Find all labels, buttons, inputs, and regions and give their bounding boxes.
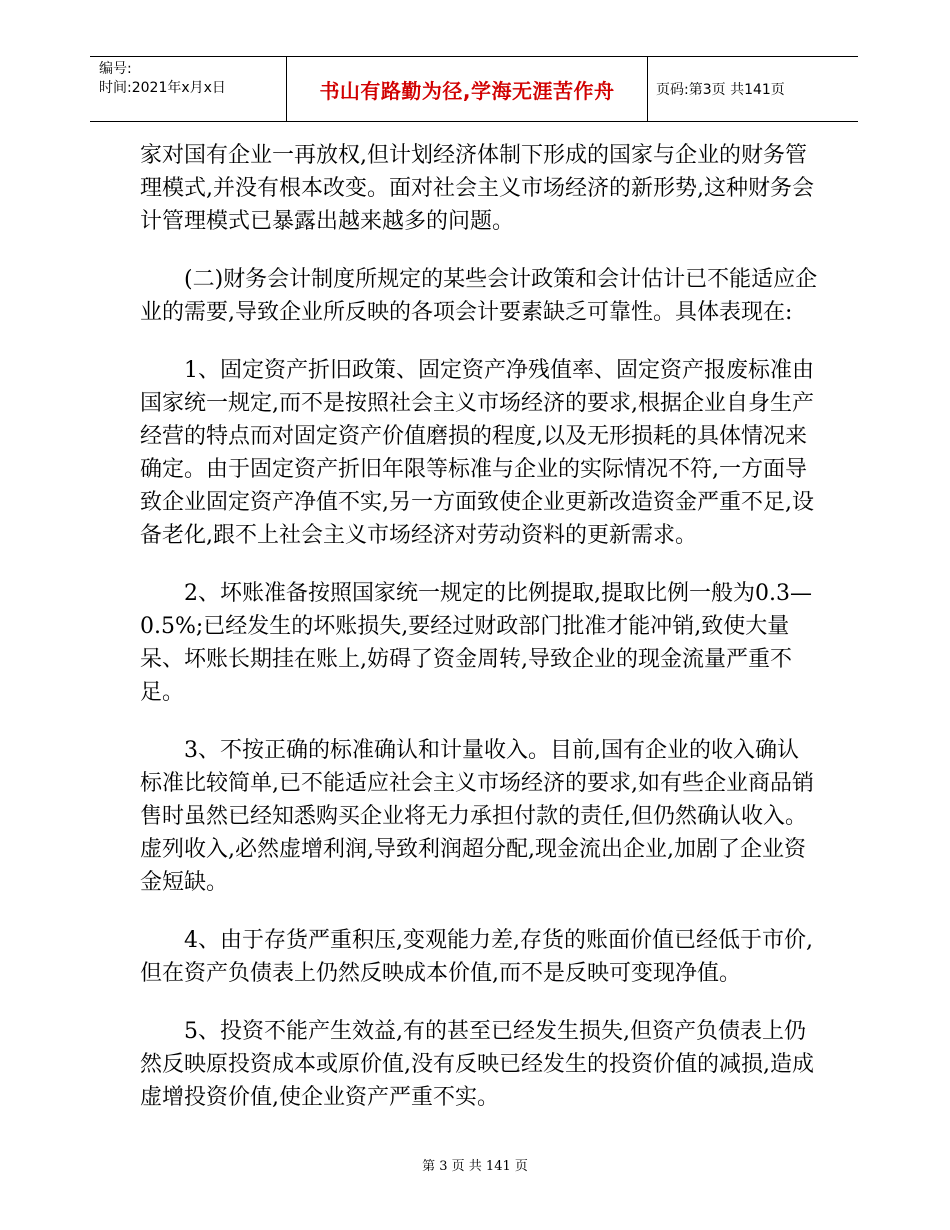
page-header	[90, 56, 858, 122]
paragraph-continuation: 家对国有企业一再放权,但计划经济体制下形成的国家与企业的财务管理模式,并没有根本改变。面对社会主义市场经济的新形势,这种财务会计管理模式已暴露出越来越多的问题。	[140, 143, 814, 234]
header-page-info: 页码:第3页 共141页	[656, 82, 785, 98]
document-time-label: 时间:2021年x月x日	[99, 80, 226, 96]
page-footer: 第 3 页 共 141 页	[422, 1159, 528, 1174]
document-number-label: 编号:	[99, 61, 132, 77]
document-body	[140, 139, 820, 1139]
paragraph-section-2: (二)财务会计制度所规定的某些会计政策和会计估计已不能适应企业的需要,导致企业所反映的各项会计要素缺乏可靠性。具体表现在:	[140, 267, 818, 325]
paragraph-item-1: 1、固定资产折旧政策、固定资产净残值率、固定资产报废标准由国家统一规定,而不是按照社会主义市场经济的要求,根据企业自身生产经营的特点而对固定资产价值磨损的程度,以及无形损耗的具体情况来确定。由于固定资产折旧年限等标准与企业的实际情况不符,一方面导致企业固定资产净值不实,另一方面致使企业更新改造资金严重不足,设备老化,跟不上社会主义市场经济对劳动资料的更新需求。	[140, 358, 814, 548]
header-motto: 书山有路勤为径,学海无涯苦作舟	[286, 57, 648, 121]
paragraph-item-4: 4、由于存货严重积压,变观能力差,存货的账面价值已经低于市价,但在资产负债表上仍然反映成本价值,而不是反映可变现净值。	[140, 928, 813, 986]
paragraph-item-2: 2、坏账准备按照国家统一规定的比例提取,提取比例一般为0.3—0.5%;已经发生的坏账损失,要经过财政部门批准才能冲销,致使大量呆、坏账长期挂在账上,妨碍了资金周转,导致企业的现金流量严重不足。	[140, 581, 812, 705]
paragraph-item-5: 5、投资不能产生效益,有的甚至已经发生损失,但资产负债表上仍然反映原投资成本或原价值,没有反映已经发生的投资价值的减损,造成虚增投资价值,使企业资产严重不实。	[140, 1019, 814, 1110]
header-meta	[90, 57, 286, 121]
paragraph-item-3: 3、不按正确的标准确认和计量收入。目前,国有企业的收入确认标准比较简单,已不能适应社会主义市场经济的要求,如有些企业商品销售时虽然已经知悉购买企业将无力承担付款的责任,但仍然确认收入。虚列收入,必然虚增利润,导致利润超分配,现金流出企业,加剧了企业资金短缺。	[140, 738, 814, 895]
